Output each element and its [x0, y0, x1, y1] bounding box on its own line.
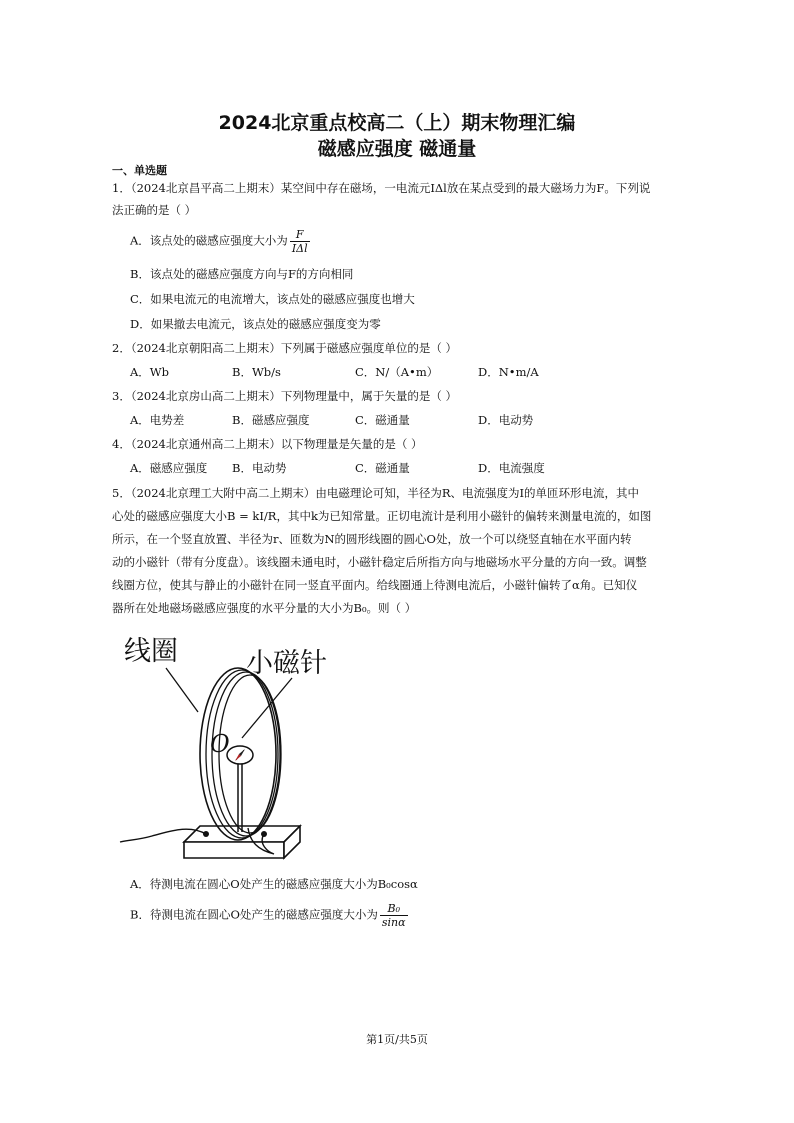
q5-stem-line2: 心处的磁感应强度大小B = kI/R，其中k为已知常量。正切电流计是利用小磁针的偏转来测量电流的，如图	[112, 509, 652, 523]
q5-option-b-fraction	[380, 902, 408, 929]
q1-stem-line2: 法正确的是（ ）	[112, 203, 197, 217]
base-front	[184, 842, 284, 858]
q4-option-b: B．电动势	[232, 461, 287, 475]
q2-option-b: B．Wb/s	[232, 365, 281, 379]
q5-option-b-numerator: B₀	[380, 902, 408, 916]
q1-option-d: D．如果撤去电流元，该点处的磁感应强度变为零	[130, 317, 381, 331]
section-heading: 一、单选题	[112, 164, 167, 177]
q1-option-c: C．如果电流元的电流增大，该点处的磁感应强度也增大	[130, 292, 415, 306]
q2-stem: 2．（2024北京朝阳高二上期末）下列属于磁感应强度单位的是（ ）	[112, 341, 457, 355]
q1-option-a-text: A．该点处的磁感应强度大小为	[130, 233, 288, 248]
q1-stem-line1: 1．（2024北京昌平高二上期末）某空间中存在磁场，一电流元IΔl放在某点受到的最大磁场力为F。下列说	[112, 181, 651, 195]
q5-stem-line5: 线圈方位，使其与静止的小磁针在同一竖直平面内。给线圈通上待测电流后，小磁针偏转了α角。已知仪	[112, 578, 638, 592]
q4-stem: 4．（2024北京通州高二上期末）以下物理量是矢量的是（ ）	[112, 437, 423, 451]
q4-option-c: C．磁通量	[355, 461, 410, 475]
q3-option-a: A．电势差	[130, 413, 185, 427]
q5-stem-line3: 所示，在一个竖直放置、半径为r、匝数为N的圆形线圈的圆心O处，放一个可以绕竖直轴在水平面内转	[112, 532, 632, 546]
q5-stem-line4: 动的小磁针（带有分度盘）。该线圈未通电时，小磁针稳定后所指方向与地磁场水平分量的方向一致。调整	[112, 555, 647, 569]
q3-option-c: C．磁通量	[355, 413, 410, 427]
q4-option-a: A．磁感应强度	[130, 461, 208, 475]
q2-option-a: A．Wb	[130, 365, 169, 379]
q1-option-a-numerator: F	[290, 228, 310, 242]
q2-option-c: C．N/（A•m）	[355, 365, 439, 379]
center-o-label: O	[210, 730, 230, 758]
galvanometer-figure	[118, 628, 327, 864]
q4-option-d: D．电流强度	[478, 461, 545, 475]
q2-option-d: D．N•m/A	[478, 365, 539, 379]
q3-option-b: B．磁感应强度	[232, 413, 310, 427]
page-title: 2024北京重点校高二（上）期末物理汇编	[218, 112, 576, 134]
q5-stem-line1: 5．（2024北京理工大附中高二上期末）由电磁理论可知，半径为R、电流强度为I的单匝环形电流，其中	[112, 486, 640, 500]
q1-option-a-fraction	[290, 228, 310, 255]
q1-option-a-denominator: IΔl	[291, 242, 308, 255]
q5-option-b-text: B．待测电流在圆心O处产生的磁感应强度大小为	[130, 907, 378, 922]
q3-stem: 3．（2024北京房山高二上期末）下列物理量中，属于矢量的是（ ）	[112, 389, 457, 403]
q1-option-b: B．该点处的磁感应强度方向与F的方向相同	[130, 267, 354, 281]
q5-option-a: A．待测电流在圆心O处产生的磁感应强度大小为B₀cosα	[130, 877, 418, 891]
coil-leader-line	[166, 668, 198, 712]
coil-label: 线圈	[124, 636, 178, 667]
q3-option-d: D．电动势	[478, 413, 534, 427]
q5-option-b-denominator: sinα	[381, 916, 406, 929]
page-footer: 第1页/共5页	[366, 1033, 428, 1046]
needle-label: 小磁针	[246, 648, 327, 679]
q1-option-a	[130, 228, 310, 255]
page-subtitle: 磁感应强度 磁通量	[317, 138, 477, 160]
q5-option-b	[130, 902, 408, 929]
q5-stem-line6: 器所在处地磁场磁感应强度的水平分量的大小为B₀。则（ ）	[112, 601, 417, 615]
